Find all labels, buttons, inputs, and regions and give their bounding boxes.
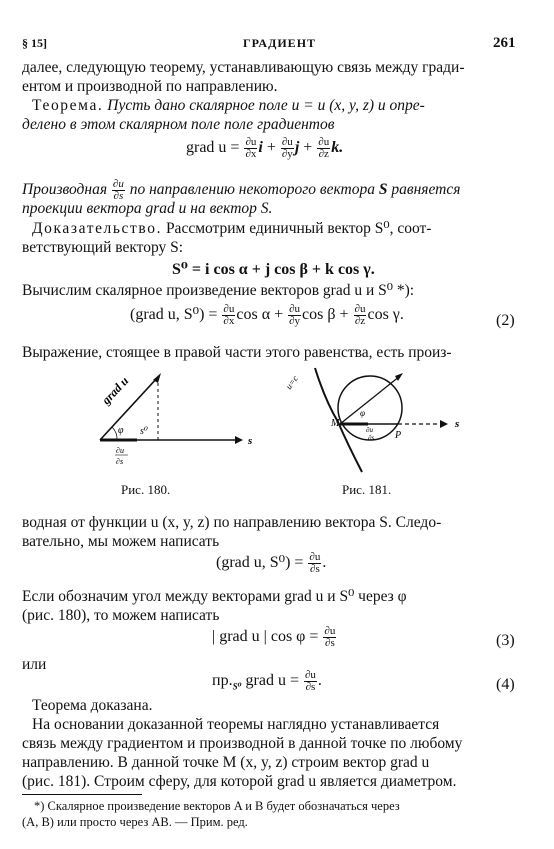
frac-num: ∂u: [304, 669, 316, 681]
frac-den: ∂z: [318, 148, 329, 160]
label-ds: ∂s: [368, 434, 375, 442]
text-line: Вычислим скалярное произведение векторов grad u и S⁰ *):: [22, 282, 415, 299]
equation-number: (3): [496, 632, 515, 649]
eq-lhs: (grad u, S⁰) =: [130, 306, 218, 324]
frac-num: ∂u: [309, 551, 321, 563]
text-line: делено в этом скалярном поле поле градиентов: [22, 116, 335, 133]
eq-term: cos α +: [236, 306, 284, 324]
frac-den: ∂s: [325, 637, 335, 649]
figure-181: [270, 360, 470, 480]
text-line: ветствующий вектору S:: [22, 239, 184, 256]
eq-lhs: grad u =: [186, 139, 240, 157]
frac-num: ∂u: [318, 136, 330, 148]
equation-unit-vector: S⁰ = i cos α + j cos β + k cos γ.: [172, 261, 375, 278]
eq-subscript: S⁰: [232, 681, 242, 692]
text-line: Теорема доказана.: [32, 697, 153, 714]
eq-term: cos γ.: [367, 306, 404, 324]
text-span: Рассмотрим единичный вектор S⁰, соот-: [165, 220, 432, 237]
eq-lhs: (grad u, S⁰) =: [216, 554, 304, 572]
running-title: ГРАДИЕНТ: [243, 36, 317, 50]
footnote-line: *) Скалярное произведение векторов A и B будет обозначаться через: [34, 799, 400, 813]
text-line: направлению. В данной точке M (x, y, z) строим вектор grad u: [22, 754, 430, 771]
text-line: Если обозначим угол между векторами grad u и S⁰ через φ: [22, 588, 407, 605]
fraction: [281, 137, 294, 160]
frac-num: ∂u: [245, 136, 257, 148]
label-uc: u=c: [283, 373, 300, 392]
text-span: Пусть дано скалярное поле u = u (x, y, z) и опре-: [107, 97, 425, 114]
eq-lhs: пр.: [212, 672, 233, 690]
label-phi: φ: [360, 408, 365, 418]
unit-i: i: [258, 139, 263, 157]
equation-2: [130, 304, 404, 327]
figure-180-caption: Рис. 180.: [121, 482, 171, 497]
equation-3: [212, 626, 337, 649]
frac-num: ∂u: [324, 625, 336, 637]
text-line: связь между градиентом и производной в данной точке по любому: [22, 735, 463, 752]
label-s: s: [248, 435, 253, 447]
text-line: или: [22, 656, 47, 673]
frac-den: ∂y: [281, 148, 293, 160]
text-line: (рис. 180), то можем написать: [22, 607, 220, 624]
text-line: Выражение, стоящее в правой части этого равенства, есть произ-: [22, 344, 452, 361]
label-du: ∂u: [366, 426, 373, 434]
equation-number: (4): [496, 676, 515, 693]
text-line: водная от функции u (x, y, z) по направлению вектора S. Следо-: [22, 514, 442, 531]
figure-180: [85, 365, 260, 475]
eq-term: cos β +: [302, 306, 349, 324]
footnote-line: (A, B) или просто через AB. — Прим. ред.: [22, 815, 248, 829]
frac-num: ∂u: [223, 303, 235, 315]
label-s0: s⁰: [140, 426, 148, 437]
frac-num: ∂u: [112, 178, 124, 190]
label-M: M: [331, 418, 340, 429]
text-line: На основании доказанной теоремы наглядно устанавливается: [32, 716, 440, 733]
frac-den: ∂s: [113, 190, 124, 202]
eq-lhs: | grad u | cos φ =: [212, 628, 319, 646]
label-phi: φ: [118, 425, 124, 436]
footnote-rule: [22, 794, 142, 795]
equation-number: (2): [496, 312, 515, 329]
label-grad: grad u: [98, 373, 132, 408]
fraction: [304, 670, 317, 693]
frac-num: ∂u: [354, 303, 366, 315]
label-du: ∂u: [116, 446, 124, 455]
text-span: равняется: [391, 181, 461, 199]
eq-end: .: [317, 672, 322, 690]
frac-den: ∂s: [310, 563, 320, 575]
text-line: ентом и производной по направлению.: [22, 78, 278, 95]
fraction: [222, 304, 235, 327]
label-s: s: [455, 418, 460, 430]
frac-den: ∂y: [289, 315, 301, 327]
unit-j: j: [294, 139, 300, 157]
fraction: [112, 179, 125, 202]
label-P: P: [395, 430, 402, 441]
equation-4: [212, 670, 322, 693]
text-span: Производная: [22, 181, 108, 199]
section-marker: § 15]: [22, 36, 47, 50]
frac-den: ∂z: [354, 315, 366, 327]
equation-derivative: [216, 552, 326, 575]
frac-den: ∂s: [305, 681, 316, 693]
frac-num: ∂u: [289, 303, 301, 315]
frac-num: ∂u: [281, 136, 293, 148]
text-line: Производная $\frac{\partial u}{\partial s}$ по направлению некоторого вектора S равняется: [22, 178, 461, 202]
text-line: далее, следующую теорему, устанавливающую связь между гради-: [22, 59, 465, 76]
fraction: [354, 304, 367, 327]
frac-den: ∂x: [223, 315, 235, 327]
text-span: по направлению некоторого вектора: [129, 181, 375, 199]
equation-grad-definition: grad u = $\frac{\partial u}{\partial x}$ i + $\frac{\partial u}{\partial y}$ j + $\frac{\partial u}{\partial z}$ k.: [186, 136, 344, 160]
fraction: [317, 137, 330, 160]
theorem-label: Теорема.: [32, 97, 104, 114]
eq-term: grad u =: [245, 672, 299, 690]
fraction: [308, 552, 321, 575]
fraction: [244, 137, 257, 160]
proof-line: [32, 220, 431, 238]
text-line: вательно, мы можем написать: [22, 533, 220, 550]
page-number: 261: [493, 35, 516, 51]
proof-label: Доказательство.: [32, 220, 163, 237]
text-line: проекции вектора grad u на вектор S.: [22, 200, 273, 217]
fraction: [288, 304, 301, 327]
eq-end: .: [322, 554, 327, 572]
theorem-statement: [32, 97, 425, 115]
figure-181-caption: Рис. 181.: [342, 482, 392, 497]
text-line: (рис. 181). Строим сферу, для которой grad u является диаметром.: [22, 773, 457, 790]
label-ds: ∂s: [116, 457, 124, 466]
fraction: [323, 626, 336, 649]
unit-k: k.: [331, 139, 344, 157]
frac-den: ∂x: [245, 148, 257, 160]
